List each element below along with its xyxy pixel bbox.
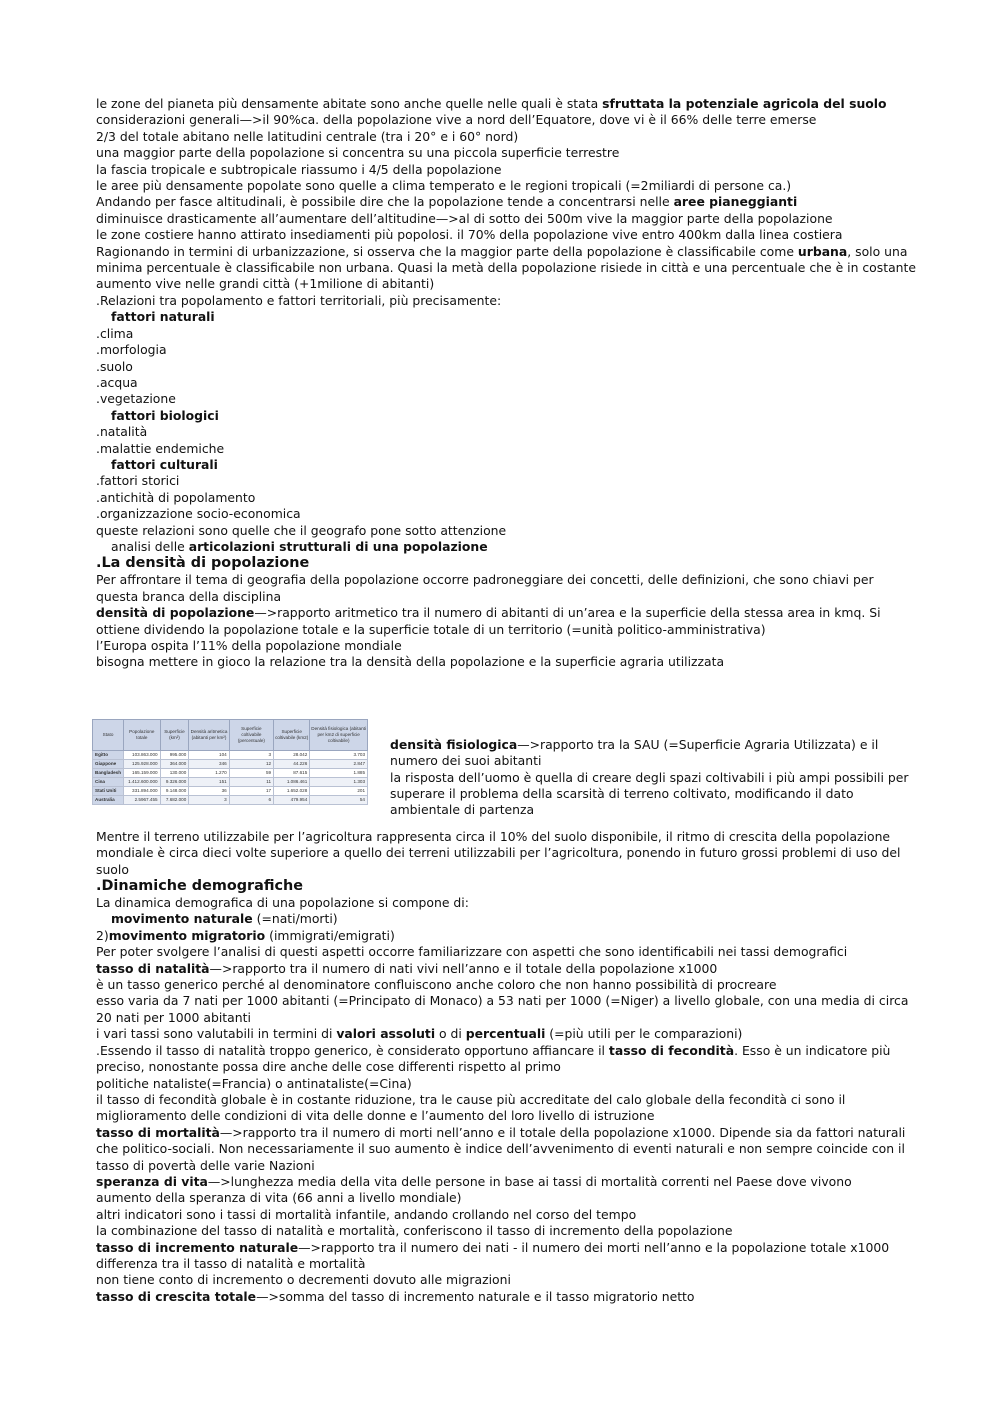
paragraph: Per affrontare il tema di geografia della popolazione occorre padroneggiare dei concetti, delle definizioni, che sono chiavi per questa branca della disciplina — [96, 572, 874, 604]
paragraph: il tasso di fecondità globale è in costante riduzione, tra le cause più accreditate del calo globale della fecondità ci sono il miglioramento delle condizioni di vita delle donne e l’aumento del loro livello di istruzione — [96, 1091, 846, 1124]
table-cell: 346 — [189, 759, 229, 768]
table-cell: Bangladesh — [93, 768, 124, 777]
paragraph: politiche nataliste(=Francia) o antinataliste(=Cina) — [96, 1075, 412, 1091]
table-cell: 54 — [310, 795, 368, 804]
table-header: Densità fisiologica (abitanti per km2 di superficie coltivabile) — [310, 719, 368, 750]
table-row — [93, 786, 368, 795]
paragraph: densità di popolazione—>rapporto aritmetico tra il numero di abitanti di un’area e la superficie della stessa area in kmq. Si ottiene dividendo la popolazione totale e la superficie totale di un territorio (=unità politico-amministrativa) — [96, 605, 881, 637]
table-cell: 130.000 — [160, 768, 189, 777]
table-cell: Stati Uniti — [93, 786, 124, 795]
table-row — [93, 777, 368, 786]
table-cell: 3 — [189, 795, 229, 804]
paragraph: le zone costiere hanno attirato insediamenti più popolosi. il 70% della popolazione vive entro 400km dalla linea costiera — [96, 227, 843, 243]
table-cell: 1.086.461 — [274, 777, 310, 786]
table-header: Densità aritmetica (abitanti per km²) — [189, 719, 229, 750]
document-page — [96, 96, 916, 1305]
table-cell: 12 — [229, 759, 273, 768]
physiological-density-definition — [390, 737, 910, 819]
table-cell: Giappone — [93, 759, 124, 768]
list-item: .fattori storici — [96, 473, 180, 489]
table-header: Superficie coltivabile (km2) — [274, 719, 310, 750]
paragraph: Andando per fasce altitudinali, è possibile dire che la popolazione tende a concentrarsi nelle aree pianeggianti — [96, 194, 798, 210]
table-header: Superficie (km²) — [160, 719, 189, 750]
table-cell: 9.148.000 — [160, 786, 189, 795]
list-item: .acqua — [96, 374, 138, 390]
table-cell: 36 — [189, 786, 229, 795]
paragraph: esso varia da 7 nati per 1000 abitanti (=Principato di Monaco) a 53 nati per 1000 (=Niger) a livello globale, con una media di circa 20 nati per 1000 abitanti — [96, 993, 909, 1025]
subheading-biological-factors: fattori biologici — [111, 407, 219, 423]
paragraph: è un tasso generico perché al denominatore confluiscono anche coloro che non hanno possibilità di procreare — [96, 977, 777, 993]
paragraph: le zone del pianeta più densamente abitate sono anche quelle nelle quali è stata sfruttata la potenziale agricola del suolo — [96, 96, 887, 111]
list-item: .organizzazione socio-economica — [96, 506, 301, 522]
paragraph: tasso di crescita totale—>somma del tasso di incremento naturale e il tasso migratorio netto — [96, 1288, 695, 1304]
table-cell: 165.159.000 — [124, 768, 161, 777]
paragraph: l’Europa ospita l’11% della popolazione mondiale — [96, 638, 402, 653]
table-header: Popolazione totale — [124, 719, 161, 750]
table-cell: Egitto — [93, 750, 124, 759]
paragraph: La dinamica demografica di una popolazione si compone di: — [96, 895, 469, 911]
paragraph: non tiene conto di incremento o decrementi dovuto alle migrazioni — [96, 1272, 511, 1288]
table-cell: 151 — [189, 777, 229, 786]
table-cell: 479.954 — [274, 795, 310, 804]
paragraph: la fascia tropicale e subtropicale riassumo i 4/5 della popolazione — [96, 161, 502, 177]
table-cell: Cina — [93, 777, 124, 786]
table-cell: 1.885 — [310, 768, 368, 777]
density-table — [92, 719, 368, 805]
paragraph: .Relazioni tra popolamento e fattori territoriali, più precisamente: — [96, 292, 502, 308]
table-row — [93, 750, 368, 759]
paragraph: speranza di vita—>lunghezza media della vita delle persone in base ai tassi di mortalità correnti nel Paese dove vivono — [96, 1173, 852, 1189]
table-cell: 9.326.000 — [160, 777, 189, 786]
paragraph: 2/3 del totale abitano nelle latitudini centrale (tra i 20° e i 60° nord) — [96, 128, 519, 144]
list-item: .malattie endemiche — [96, 440, 225, 456]
table-row — [93, 795, 368, 804]
table-cell: 1.412.600.000 — [124, 777, 161, 786]
paragraph: la risposta dell’uomo è quella di creare degli spazi coltivabili i più ampi possibili per superare il problema della scarsità di terreno coltivato, modificando il dato ambientale di partenza — [390, 769, 909, 818]
paragraph: Per poter svolgere l’analisi di questi aspetti occorre familiarizzare con aspetti che sono identificabili nei tassi demografici — [96, 944, 848, 960]
list-item: .natalità — [96, 424, 148, 440]
paragraph: le aree più densamente popolate sono quelle a clima temperato e le regioni tropicali (=2miliardi di persone ca.) — [96, 178, 792, 194]
paragraph: considerazioni generali—>il 90%ca. della popolazione vive a nord dell’Equatore, dove vi è il 66% delle terre emerse — [96, 112, 817, 128]
paragraph: bisogna mettere in gioco la relazione tra la densità della popolazione e la superficie agraria utilizzata — [96, 654, 725, 670]
paragraph: Ragionando in termini di urbanizzazione, si osserva che la maggior parte della popolazione è classificabile come urbana, solo una minima percentuale è classificabile non urbana. Quasi la metà della popolazione risiede in città e una percentuale che è in costante aumento vive nelle grandi città (+1milione di abitanti) — [96, 243, 917, 292]
paragraph: 2)movimento migratorio (immigrati/emigrati) — [96, 927, 395, 943]
table-cell: 104 — [189, 750, 229, 759]
paragraph: .Essendo il tasso di natalità troppo generico, è considerato opportuno affiancare il tasso di fecondità. Esso è un indicatore più preciso, nonostante possa dire anche delle cose differenti rispetto al primo — [96, 1042, 891, 1075]
paragraph: altri indicatori sono i tassi di mortalità infantile, andando crollando nel corso del tempo — [96, 1206, 637, 1222]
table-cell: 3 — [229, 750, 273, 759]
table-header: Stato — [93, 719, 124, 750]
table-cell: 6 — [229, 795, 273, 804]
table-and-definition — [96, 711, 916, 829]
table-cell: 1.303 — [310, 777, 368, 786]
list-item: .clima — [96, 325, 134, 341]
table-cell: 201 — [310, 786, 368, 795]
paragraph: tasso di natalità—>rapporto tra il numero di nati vivi nell’anno e il totale della popolazione x1000 — [96, 960, 718, 976]
table-row — [93, 759, 368, 768]
list-item: .antichità di popolamento — [96, 489, 256, 505]
paragraph: una maggior parte della popolazione si concentra su una piccola superficie terrestre — [96, 145, 620, 161]
paragraph: diminuisce drasticamente all’aumentare dell’altitudine—>al di sotto dei 500m vive la maggior parte della popolazione — [96, 210, 833, 226]
list-item: .vegetazione — [96, 391, 176, 407]
table-cell: 995.000 — [160, 750, 189, 759]
section-heading-dynamics: .Dinamiche demografiche — [96, 878, 304, 895]
table-header: Superficie coltivabile (percentuale) — [229, 719, 273, 750]
table-cell: 11 — [229, 777, 273, 786]
list-item: .morfologia — [96, 342, 167, 358]
paragraph: tasso di mortalità—>rapporto tra il numero di morti nell’anno e il totale della popolazione x1000. Dipende sia da fattori naturali che politico-sociali. Non necessariamente il suo aumento è indice dell’avvenimento di eventi naturali e non sempre coincide con il tasso di povertà delle varie Nazioni — [96, 1124, 906, 1173]
table-cell: 7.682.000 — [160, 795, 189, 804]
table-cell: 103.863.000 — [124, 750, 161, 759]
table-cell: 87.615 — [274, 768, 310, 777]
section-heading-density: .La densità di popolazione — [96, 555, 310, 572]
table-row — [93, 768, 368, 777]
paragraph: aumento della speranza di vita (66 anni a livello mondiale) — [96, 1190, 462, 1206]
paragraph: differenza tra il tasso di natalità e mortalità — [96, 1255, 366, 1271]
paragraph: la combinazione del tasso di natalità e mortalità, conferiscono il tasso di incremento della popolazione — [96, 1223, 733, 1239]
table-cell: 3.703 — [310, 750, 368, 759]
table-cell: 1.652.028 — [274, 786, 310, 795]
paragraph: queste relazioni sono quelle che il geografo pone sotto attenzione — [96, 522, 507, 538]
table-cell: 331.894.000 — [124, 786, 161, 795]
table-cell: 17 — [229, 786, 273, 795]
table-cell: 125.928.000 — [124, 759, 161, 768]
paragraph: movimento naturale (=nati/morti) — [111, 911, 338, 927]
subheading-cultural-factors: fattori culturali — [111, 456, 218, 472]
subheading-natural-factors: fattori naturali — [111, 309, 215, 325]
table-header-row — [93, 719, 368, 750]
table-cell: 44.226 — [274, 759, 310, 768]
paragraph: i vari tassi sono valutabili in termini di valori assoluti o di percentuali (=più utili per le comparazioni) — [96, 1026, 743, 1042]
table-cell: 1.270 — [189, 768, 229, 777]
table-cell: 59 — [229, 768, 273, 777]
list-item: .suolo — [96, 358, 133, 374]
table-cell: 28.042 — [274, 750, 310, 759]
table-cell: 2.847 — [310, 759, 368, 768]
paragraph: densità fisiologica—>rapporto tra la SAU (=Superficie Agraria Utilizzata) e il numero dei suoi abitanti — [390, 736, 879, 769]
paragraph: Mentre il terreno utilizzabile per l’agricoltura rappresenta circa il 10% del suolo disponibile, il ritmo di crescita della popolazione mondiale è circa dieci volte superiore a quello dei terreni utilizzabili per l’agricoltura, ponendo in futuro grossi problemi di uso del suolo — [96, 828, 901, 877]
table-cell: Australia — [93, 795, 124, 804]
paragraph: analisi delle articolazioni strutturali di una popolazione — [111, 538, 488, 554]
table-cell: 364.000 — [160, 759, 189, 768]
paragraph: tasso di incremento naturale—>rapporto tra il numero dei nati - il numero dei morti nell’anno e la popolazione totale x1000 — [96, 1239, 890, 1255]
table-cell: 2.5967.455 — [124, 795, 161, 804]
